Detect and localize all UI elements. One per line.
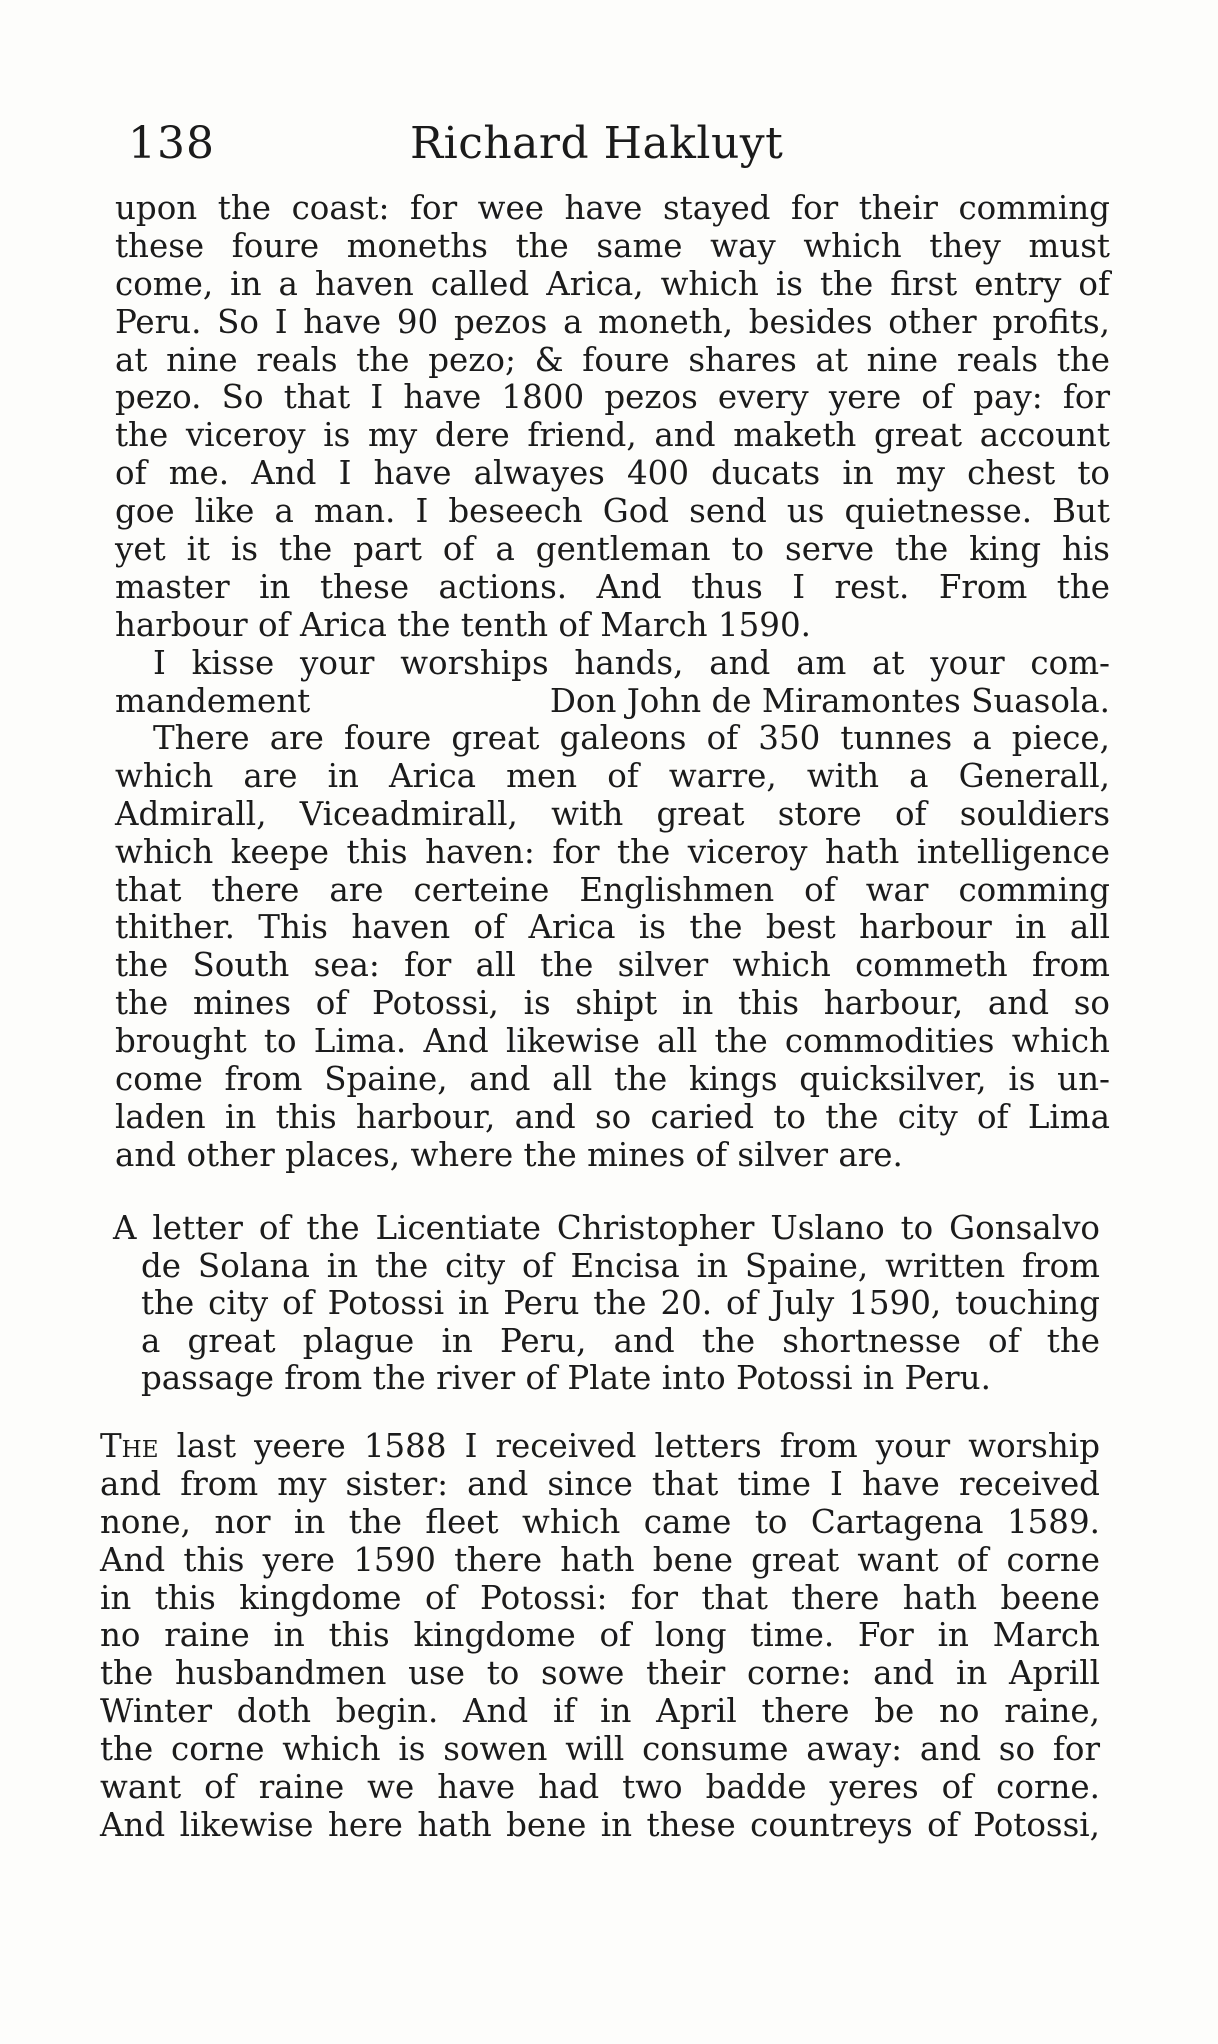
closing-line: I kisse your worships hands, and am at your com- xyxy=(153,643,1110,682)
text-line: And this yere 1590 there hath bene great want of corne xyxy=(100,1540,1100,1579)
section-title xyxy=(113,1210,1100,1398)
text-line: laden in this harbour, and so caried to the city of Lima xyxy=(115,1097,1110,1136)
text-line: in this kingdome of Potossi: for that there hath beene xyxy=(100,1578,1100,1617)
text-line: and other places, where the mines of silver are. xyxy=(115,1135,903,1174)
text-line: Admirall, Viceadmirall, with great store of souldiers xyxy=(115,794,1110,833)
signature-line xyxy=(115,683,1110,721)
text-line: master in these actions. And thus I rest. From the xyxy=(115,567,1110,606)
text-line: of me. And I have alwayes 400 ducats in my chest to xyxy=(115,454,1110,493)
text-line: There are foure great galeons of 350 tunnes a piece, xyxy=(153,719,1110,757)
page-header xyxy=(128,118,1113,178)
text-line: come, in a haven called Arica, which is the first entry of xyxy=(115,264,1110,303)
text-line: upon the coast: for wee have stayed for their comming xyxy=(115,189,1110,227)
uslano-letter xyxy=(100,1428,1100,1845)
text-line: harbour of Arica the tenth of March 1590. xyxy=(115,605,811,644)
text-line xyxy=(100,1428,1100,1466)
title-line: the city of Potossi in Peru the 20. of July 1590, touching xyxy=(141,1284,1100,1322)
text-line: want of raine we have had two badde yeres of corne. xyxy=(100,1768,1100,1807)
text-line: the mines of Potossi, is shipt in this harbour, and so xyxy=(115,984,1110,1023)
title-line: a great plague in Peru, and the shortnesse of the xyxy=(141,1321,1100,1360)
text-line: which are in Arica men of warre, with a Generall, xyxy=(115,756,1110,795)
text-line: none, nor in the fleet which came to Cartagena 1589. xyxy=(100,1502,1100,1541)
text-line: at nine reals the pezo; & foure shares at nine reals the xyxy=(115,340,1110,379)
arica-note xyxy=(115,720,1110,1175)
text-line: the viceroy is my dere friend, and maketh great account xyxy=(115,416,1110,455)
letter-continued xyxy=(115,190,1110,720)
text-line: Winter doth begin. And if in April there be no raine, xyxy=(100,1692,1100,1731)
text-line: no raine in this kingdome of long time. For in March xyxy=(100,1616,1100,1655)
text-line: which keepe this haven: for the viceroy hath intelligence xyxy=(115,832,1110,871)
signature-left: mandement xyxy=(115,681,311,720)
first-line-rest: last yeere 1588 I received letters from your worship xyxy=(158,1427,1100,1465)
text-line: And likewise here hath bene in these countreys of Potossi, xyxy=(100,1805,1100,1844)
text-line: pezo. So that I have 1800 pezos every yere of pay: for xyxy=(115,378,1110,417)
text-line: the husbandmen use to sowe their corne: and in Aprill xyxy=(100,1654,1100,1693)
text-line: yet it is the part of a gentleman to serve the king his xyxy=(115,530,1110,569)
running-head: Richard Hakluyt xyxy=(410,118,784,169)
signature-name: Don John de Miramontes Suasola. xyxy=(549,681,1110,720)
text-line: that there are certeine Englishmen of war comming xyxy=(115,870,1110,909)
text-line: come from Spaine, and all the kings quicksilver, is un- xyxy=(115,1060,1110,1099)
text-line: the corne which is sowen will consume away: and so for xyxy=(100,1730,1100,1769)
text-line: these foure moneths the same way which they must xyxy=(115,226,1110,265)
drop-word: The xyxy=(100,1427,159,1465)
text-line: Peru. So I have 90 pezos a moneth, besides other profits, xyxy=(115,302,1110,341)
text-line: thither. This haven of Arica is the best harbour in all xyxy=(115,908,1110,947)
title-line: de Solana in the city of Encisa in Spaine, written from xyxy=(141,1246,1100,1285)
text-line: goe like a man. I beseech God send us quietnesse. But xyxy=(115,492,1110,531)
title-line: A letter of the Licentiate Christopher Uslano to Gonsalvo xyxy=(113,1209,1100,1247)
text-line: brought to Lima. And likewise all the commodities which xyxy=(115,1022,1110,1061)
page-number: 138 xyxy=(128,118,215,169)
text-line: and from my sister: and since that time I have received xyxy=(100,1464,1100,1503)
text-line: the South sea: for all the silver which commeth from xyxy=(115,946,1110,985)
title-line: passage from the river of Plate into Potossi in Peru. xyxy=(141,1359,991,1397)
